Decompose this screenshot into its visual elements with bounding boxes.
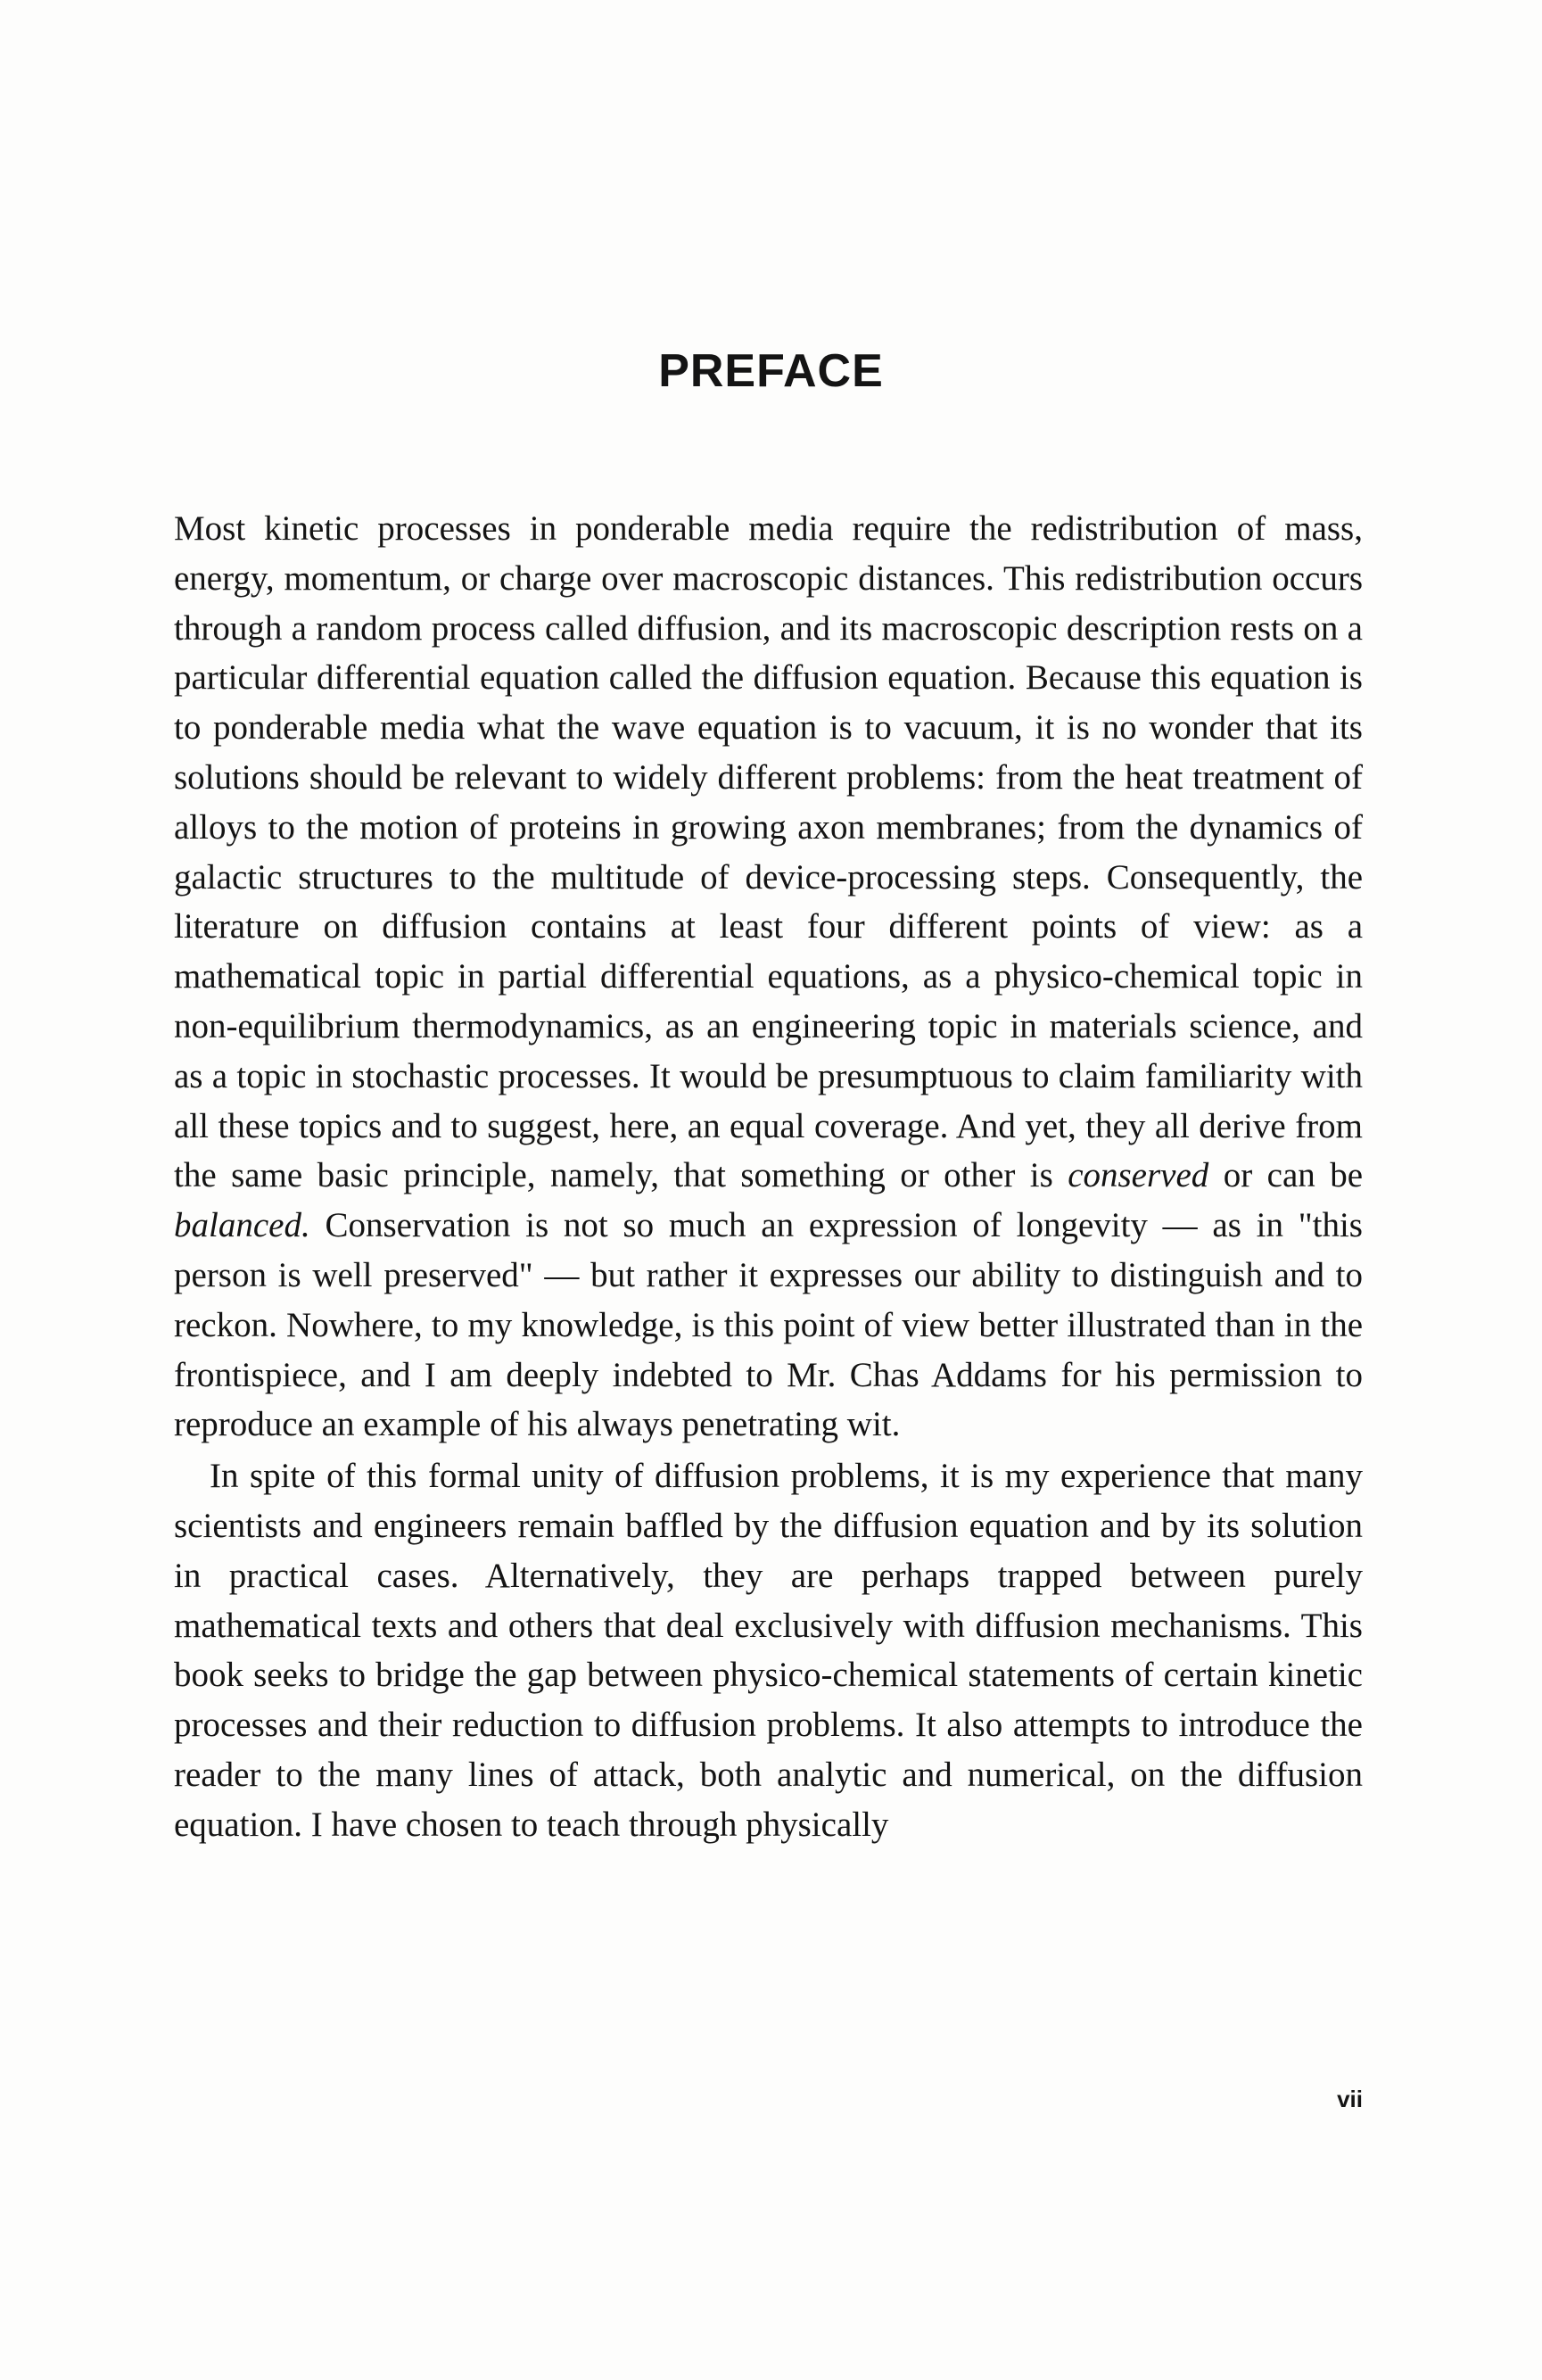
page-number: vii — [1337, 2086, 1363, 2112]
paragraph-1-text-b: or can be — [1208, 1156, 1364, 1195]
paragraph-1 — [174, 504, 1363, 1450]
page-title: PREFACE — [658, 345, 884, 397]
paragraph-2: In spite of this formal unity of diffusion problems, it is my experience that many scientists and engineers remain baffled by the diffusion equation and by its solution in practical cases. Alternatively, they are perhaps trapped between purely mathematical texts and others that deal exclusively with diffusion mechanisms. This book seeks to bridge the gap between physico-chemical statements of certain kinetic processes and their reduction to diffusion problems. It also attempts to introduce the reader to the many lines of attack, both analytic and numerical, on the diffusion equation. I have chosen to teach through physically — [174, 1457, 1363, 1844]
emphasis-conserved: conserved — [1068, 1156, 1209, 1195]
preface-body — [174, 504, 1363, 1852]
emphasis-balanced: balanced. — [174, 1206, 310, 1245]
paragraph-1-text-a: Most kinetic processes in ponderable media require the redistribution of mass, energy, momentum, or charge over macroscopic distances. This redistribution occurs through a random process called diffusion, and its macroscopic description rests on a particular differential equation called the diffusion equation. Because this equation is to ponderable media what the wave equation is to vacuum, it is no wonder that its solutions should be relevant to widely different problems: from the heat treatment of alloys to the motion of proteins in growing axon membranes; from the dynamics of galactic structures to the multitude of device-processing steps. Consequently, the literature on diffusion contains at least four different points of view: as a mathematical topic in partial differential equations, as a physico-chemical topic in non-equilibrium thermodynamics, as an engineering topic in materials science, and as a topic in stochastic processes. It would be presumptuous to claim familiarity with all these topics and to suggest, here, an equal coverage. And yet, they all derive from the same basic principle, namely, that something or other is — [174, 509, 1363, 1195]
paragraph-1-text-c: Conservation is not so much an expression of longevity — as in "this person is well preserved" — but rather it expresses our ability to distinguish and to reckon. Nowhere, to my knowledge, is this point of view better illustrated than in the frontispiece, and I am deeply indebted to Mr. Chas Addams for his permission to reproduce an example of his always penetrating wit. — [174, 1206, 1363, 1444]
